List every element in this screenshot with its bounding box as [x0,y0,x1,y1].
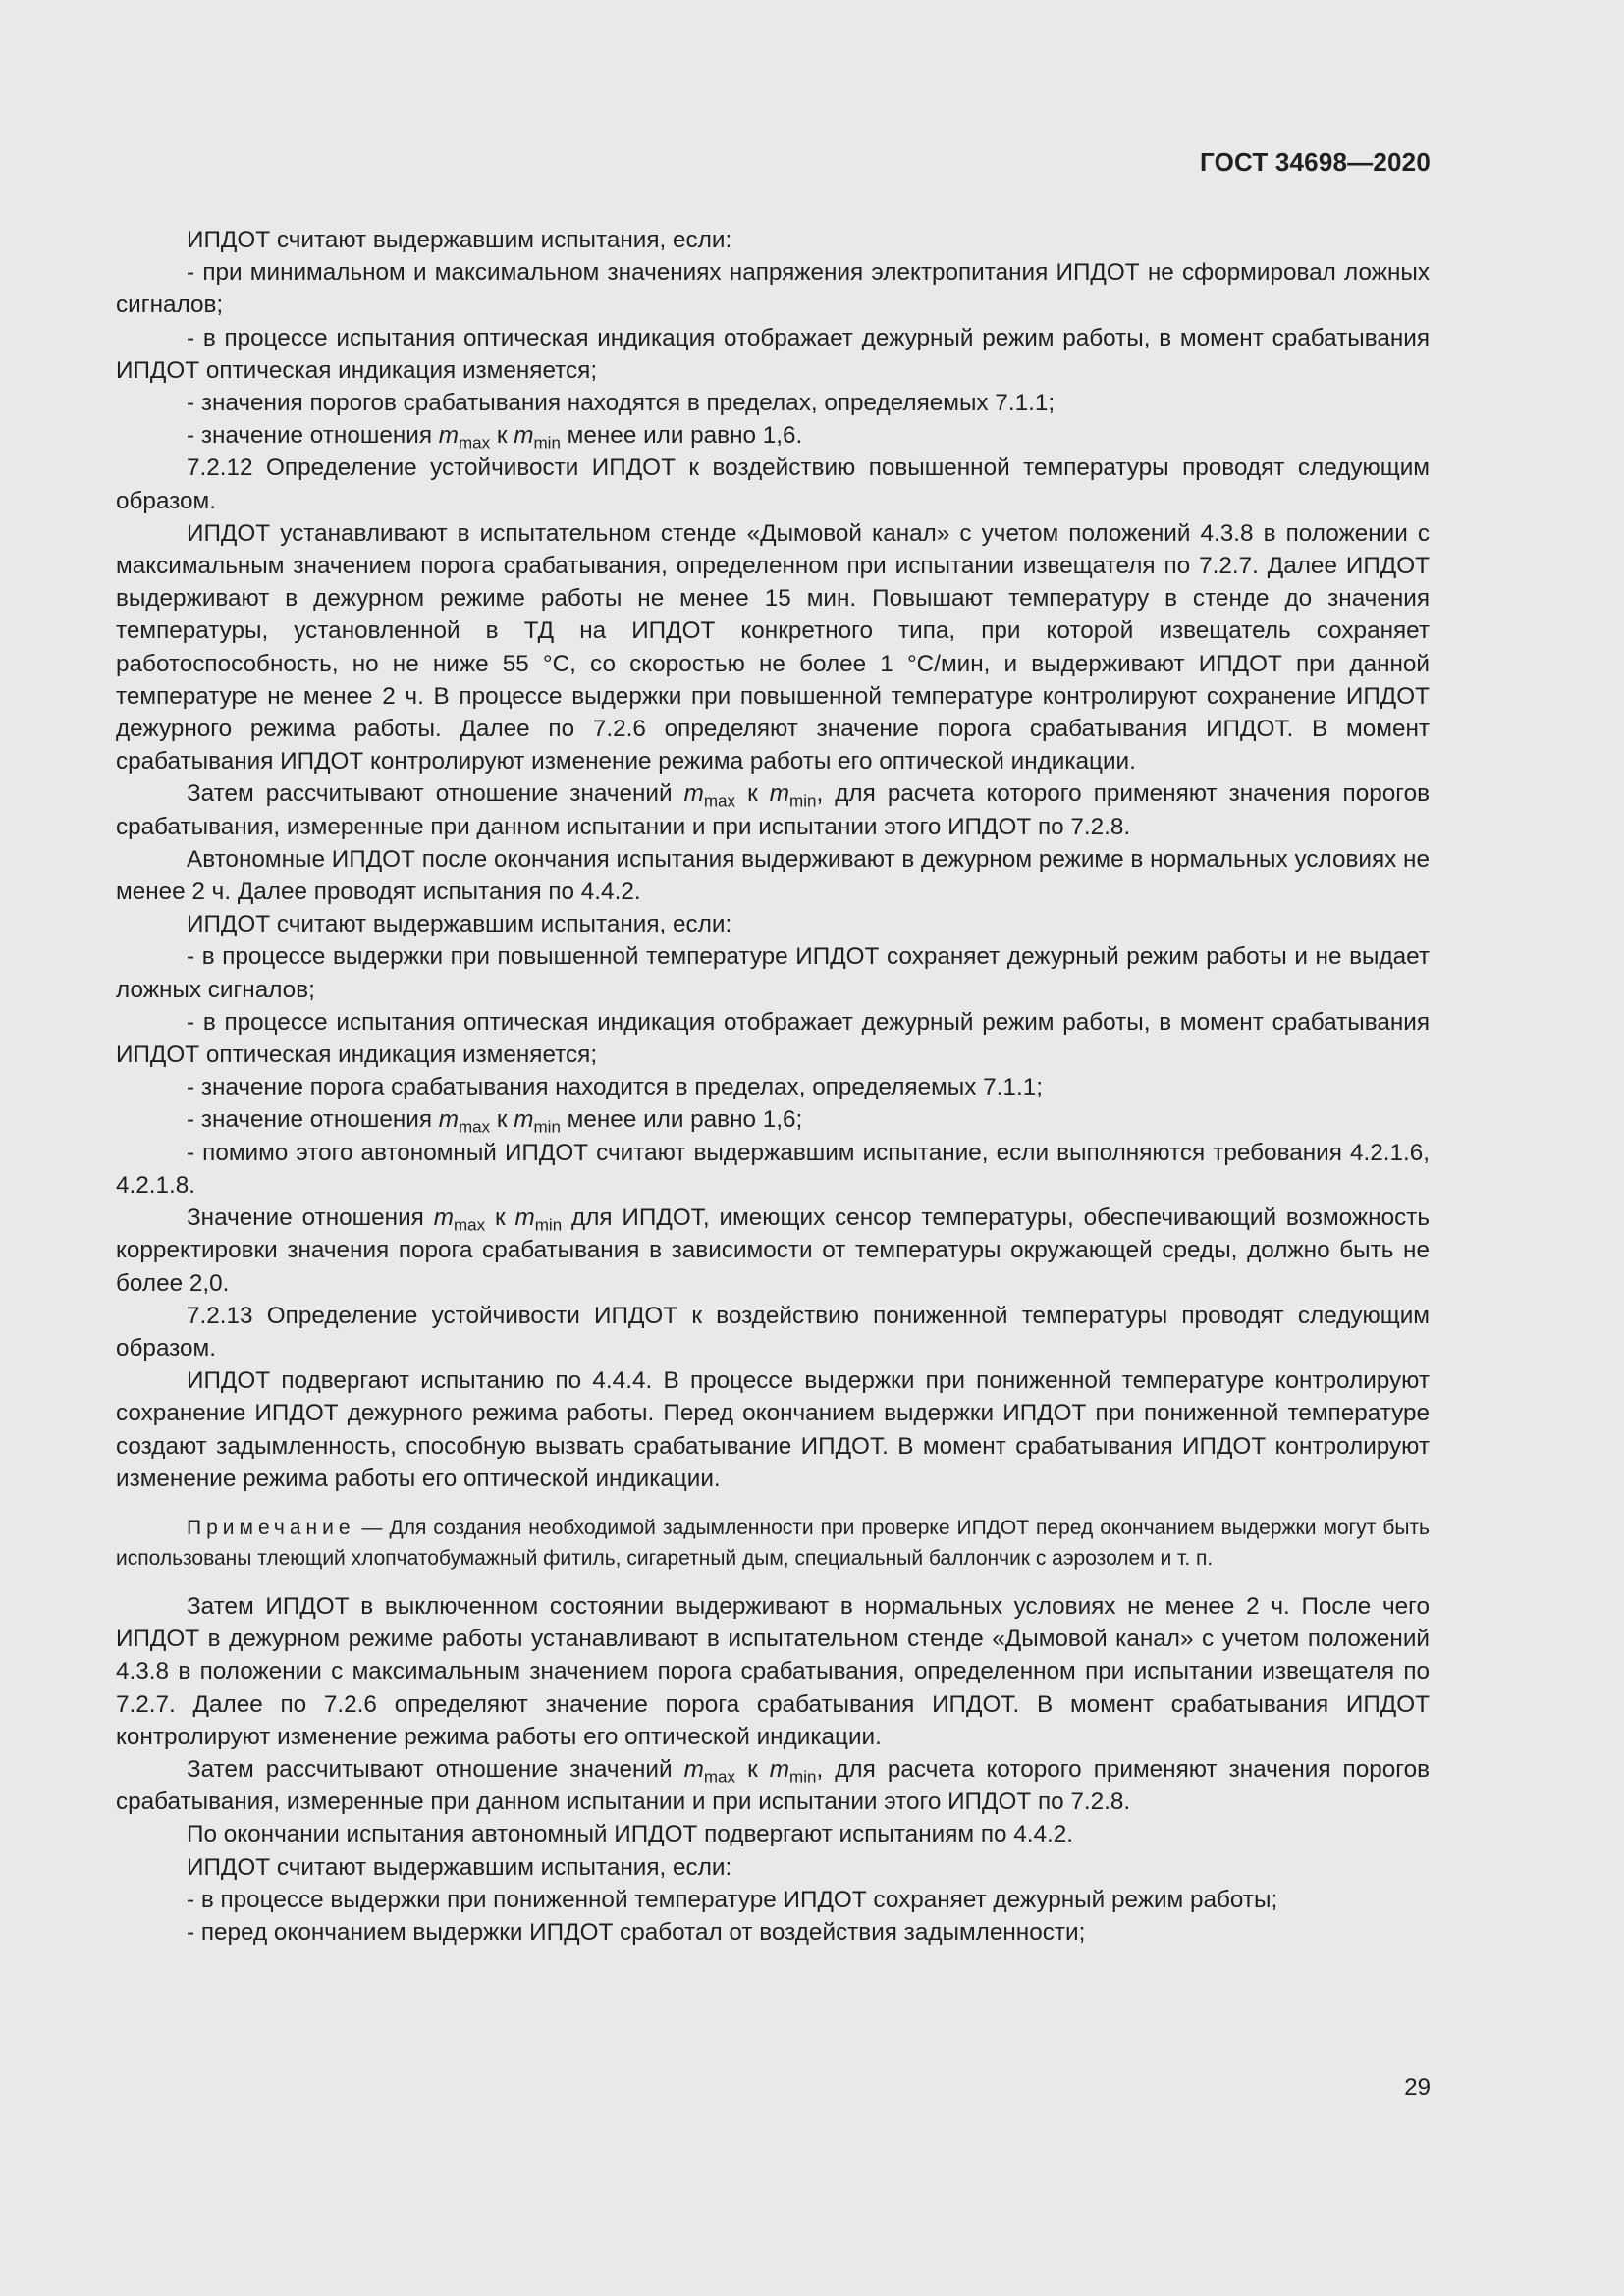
subscript-max: max [703,791,736,811]
list-item-ratio [116,1103,1430,1136]
text: менее или равно 1,6. [560,422,803,450]
symbol-m: m [514,1106,534,1134]
document-standard-header: ГОСТ 34698—2020 [1200,147,1431,177]
text: менее или равно 1,6; [560,1106,803,1134]
paragraph: ИПДОТ считают выдержавшим испытания, если: [187,1853,732,1881]
subscript-min: min [534,1215,563,1235]
list-item: - при минимальном и максимальном значениях напряжения электропитания ИПДОТ не сформировал ложных сигналов; [116,259,1430,319]
text: к [735,780,770,808]
symbol-m: m [438,1106,459,1134]
paragraph-ratio [116,777,1430,842]
section-7-2-13: 7.2.13 Определение устойчивости ИПДОТ к воздействию пониженной температуры проводят следующим образом. [116,1302,1430,1362]
text: к [490,1106,514,1134]
text: Затем рассчитывают отношение значений [187,1755,684,1783]
list-item: - перед окончанием выдержки ИПДОТ сработал от воздействия задымленности; [187,1918,1086,1946]
paragraph: ИПДОТ считают выдержавшим испытания, если: [187,911,732,938]
list-item: - в процессе выдержки при повышенной температуре ИПДОТ сохраняет дежурный режим работы и не выдает ложных сигналов; [116,943,1430,1003]
list-item: - в процессе испытания оптическая индикация отображает дежурный режим работы, в момент срабатывания ИПДОТ оптическая индикация изменяется; [116,1008,1430,1069]
subscript-max: max [703,1767,736,1787]
paragraph: ИПДОТ подвергают испытанию по 4.4.4. В процессе выдержки при пониженной температуре контролируют сохранение ИПДОТ дежурного режима работы. Перед окончанием выдержки ИПДОТ при пониженной температуре создают задымленность, способную вызвать срабатывание ИПДОТ. В момент срабатывания ИПДОТ контролируют изменение режима работы его оптической индикации. [116,1367,1430,1492]
text: к [490,422,514,450]
symbol-m: m [683,780,704,808]
page-number: 29 [1404,2074,1431,2101]
paragraph: Затем ИПДОТ в выключенном состоянии выдерживают в нормальных условиях не менее 2 ч. После чего ИПДОТ в дежурном режиме работы устанавливают в испытательном стенде «Дымовой канал» с учетом положений 4.3.8 в положении с максимальным значением порога срабатывания, определенном при испытании извещателя по 7.2.7. Далее по 7.2.6 определяют значение порога срабатывания ИПДОТ. В момент срабатывания ИПДОТ контролируют изменение режима работы его оптической индикации. [116,1592,1430,1750]
symbol-m: m [769,1755,790,1783]
text: , для расчета которого применяют значения порогов срабатывания, измеренные при данном испытании и при испытании этого ИПДОТ по 7.2.8. [116,780,1430,840]
note-text: — Для создания необходимой задымленности при проверке ИПДОТ перед окончанием выдержки могут быть использованы тлеющий хлопчатобумажный фитиль, сигаретный дым, специальный баллончик с аэрозолем и т. п. [116,1516,1430,1570]
text: к [735,1755,770,1783]
symbol-m: m [438,422,459,450]
symbol-m: m [514,1204,535,1232]
list-item: - помимо этого автономный ИПДОТ считают выдержавшим испытание, если выполняются требования 4.2.1.6, 4.2.1.8. [116,1139,1430,1199]
text: , для расчета которого применяют значения порогов срабатывания, измеренные при данном испытании и при испытании этого ИПДОТ по 7.2.8. [116,1755,1430,1816]
list-item: - в процессе выдержки при пониженной температуре ИПДОТ сохраняет дежурный режим работы; [187,1886,1278,1913]
text: к [485,1204,515,1232]
paragraph: Автономные ИПДОТ после окончания испытания выдерживают в дежурном режиме в нормальных условиях не менее 2 ч. Далее проводят испытания по 4.4.2. [116,845,1430,906]
section-7-2-12: 7.2.12 Определение устойчивости ИПДОТ к воздействию повышенной температуры проводят следующим образом. [116,454,1430,514]
symbol-m: m [433,1204,454,1232]
note [116,1513,1430,1574]
text: Значение отношения [187,1204,434,1232]
subscript-min: min [789,1767,817,1787]
list-item: - значения порогов срабатывания находятся в пределах, определяемых 7.1.1; [187,390,1056,417]
subscript-max: max [459,1117,491,1137]
subscript-max: max [459,433,491,453]
subscript-min: min [789,791,817,811]
document-body [116,224,1430,1949]
subscript-min: min [533,433,561,453]
symbol-m: m [514,422,534,450]
text: Затем рассчитывают отношение значений [187,780,684,808]
symbol-m: m [769,780,790,808]
text: для ИПДОТ, имеющих сенсор температуры, обеспечивающий возможность корректировки значения порога срабатывания в зависимости от температуры окружающей среды, должно быть не более 2,0. [116,1204,1431,1297]
text: - значение отношения [187,422,439,450]
list-item: - в процессе испытания оптическая индикация отображает дежурный режим работы, в момент срабатывания ИПДОТ оптическая индикация изменяется; [116,324,1430,384]
paragraph: ИПДОТ считают выдержавшим испытания, если: [187,227,732,253]
list-item-ratio [116,419,1430,452]
paragraph-ratio [116,1201,1430,1300]
paragraph: По окончании испытания автономный ИПДОТ подвергают испытаниям по 4.4.2. [187,1821,1074,1848]
paragraph-ratio [116,1753,1430,1818]
subscript-min: min [533,1117,561,1137]
subscript-max: max [453,1215,486,1235]
paragraph: ИПДОТ устанавливают в испытательном стенде «Дымовой канал» с учетом положений 4.3.8 в положении с максимальным значением порога срабатывания, определенном при испытании извещателя по 7.2.7. Далее ИПДОТ выдерживают в дежурном режиме работы не менее 15 мин. Повышают температуру в стенде до значения температуры, установленной в ТД на ИПДОТ конкретного типа, при которой извещатель сохраняет работоспособность, но не ниже 55 °С, со скоростью не более 1 °С/мин, и выдерживают ИПДОТ при данной температуре не менее 2 ч. В процессе выдержки при повышенной температуре контролируют сохранение ИПДОТ дежурного режима работы. Далее по 7.2.6 определяют значение порога срабатывания ИПДОТ. В момент срабатывания ИПДОТ контролируют изменение режима работы его оптической индикации. [116,519,1430,775]
text: - значение отношения [187,1106,439,1134]
note-label: Примечание [187,1516,355,1539]
symbol-m: m [683,1755,704,1783]
list-item: - значение порога срабатывания находится в пределах, определяемых 7.1.1; [187,1074,1043,1101]
